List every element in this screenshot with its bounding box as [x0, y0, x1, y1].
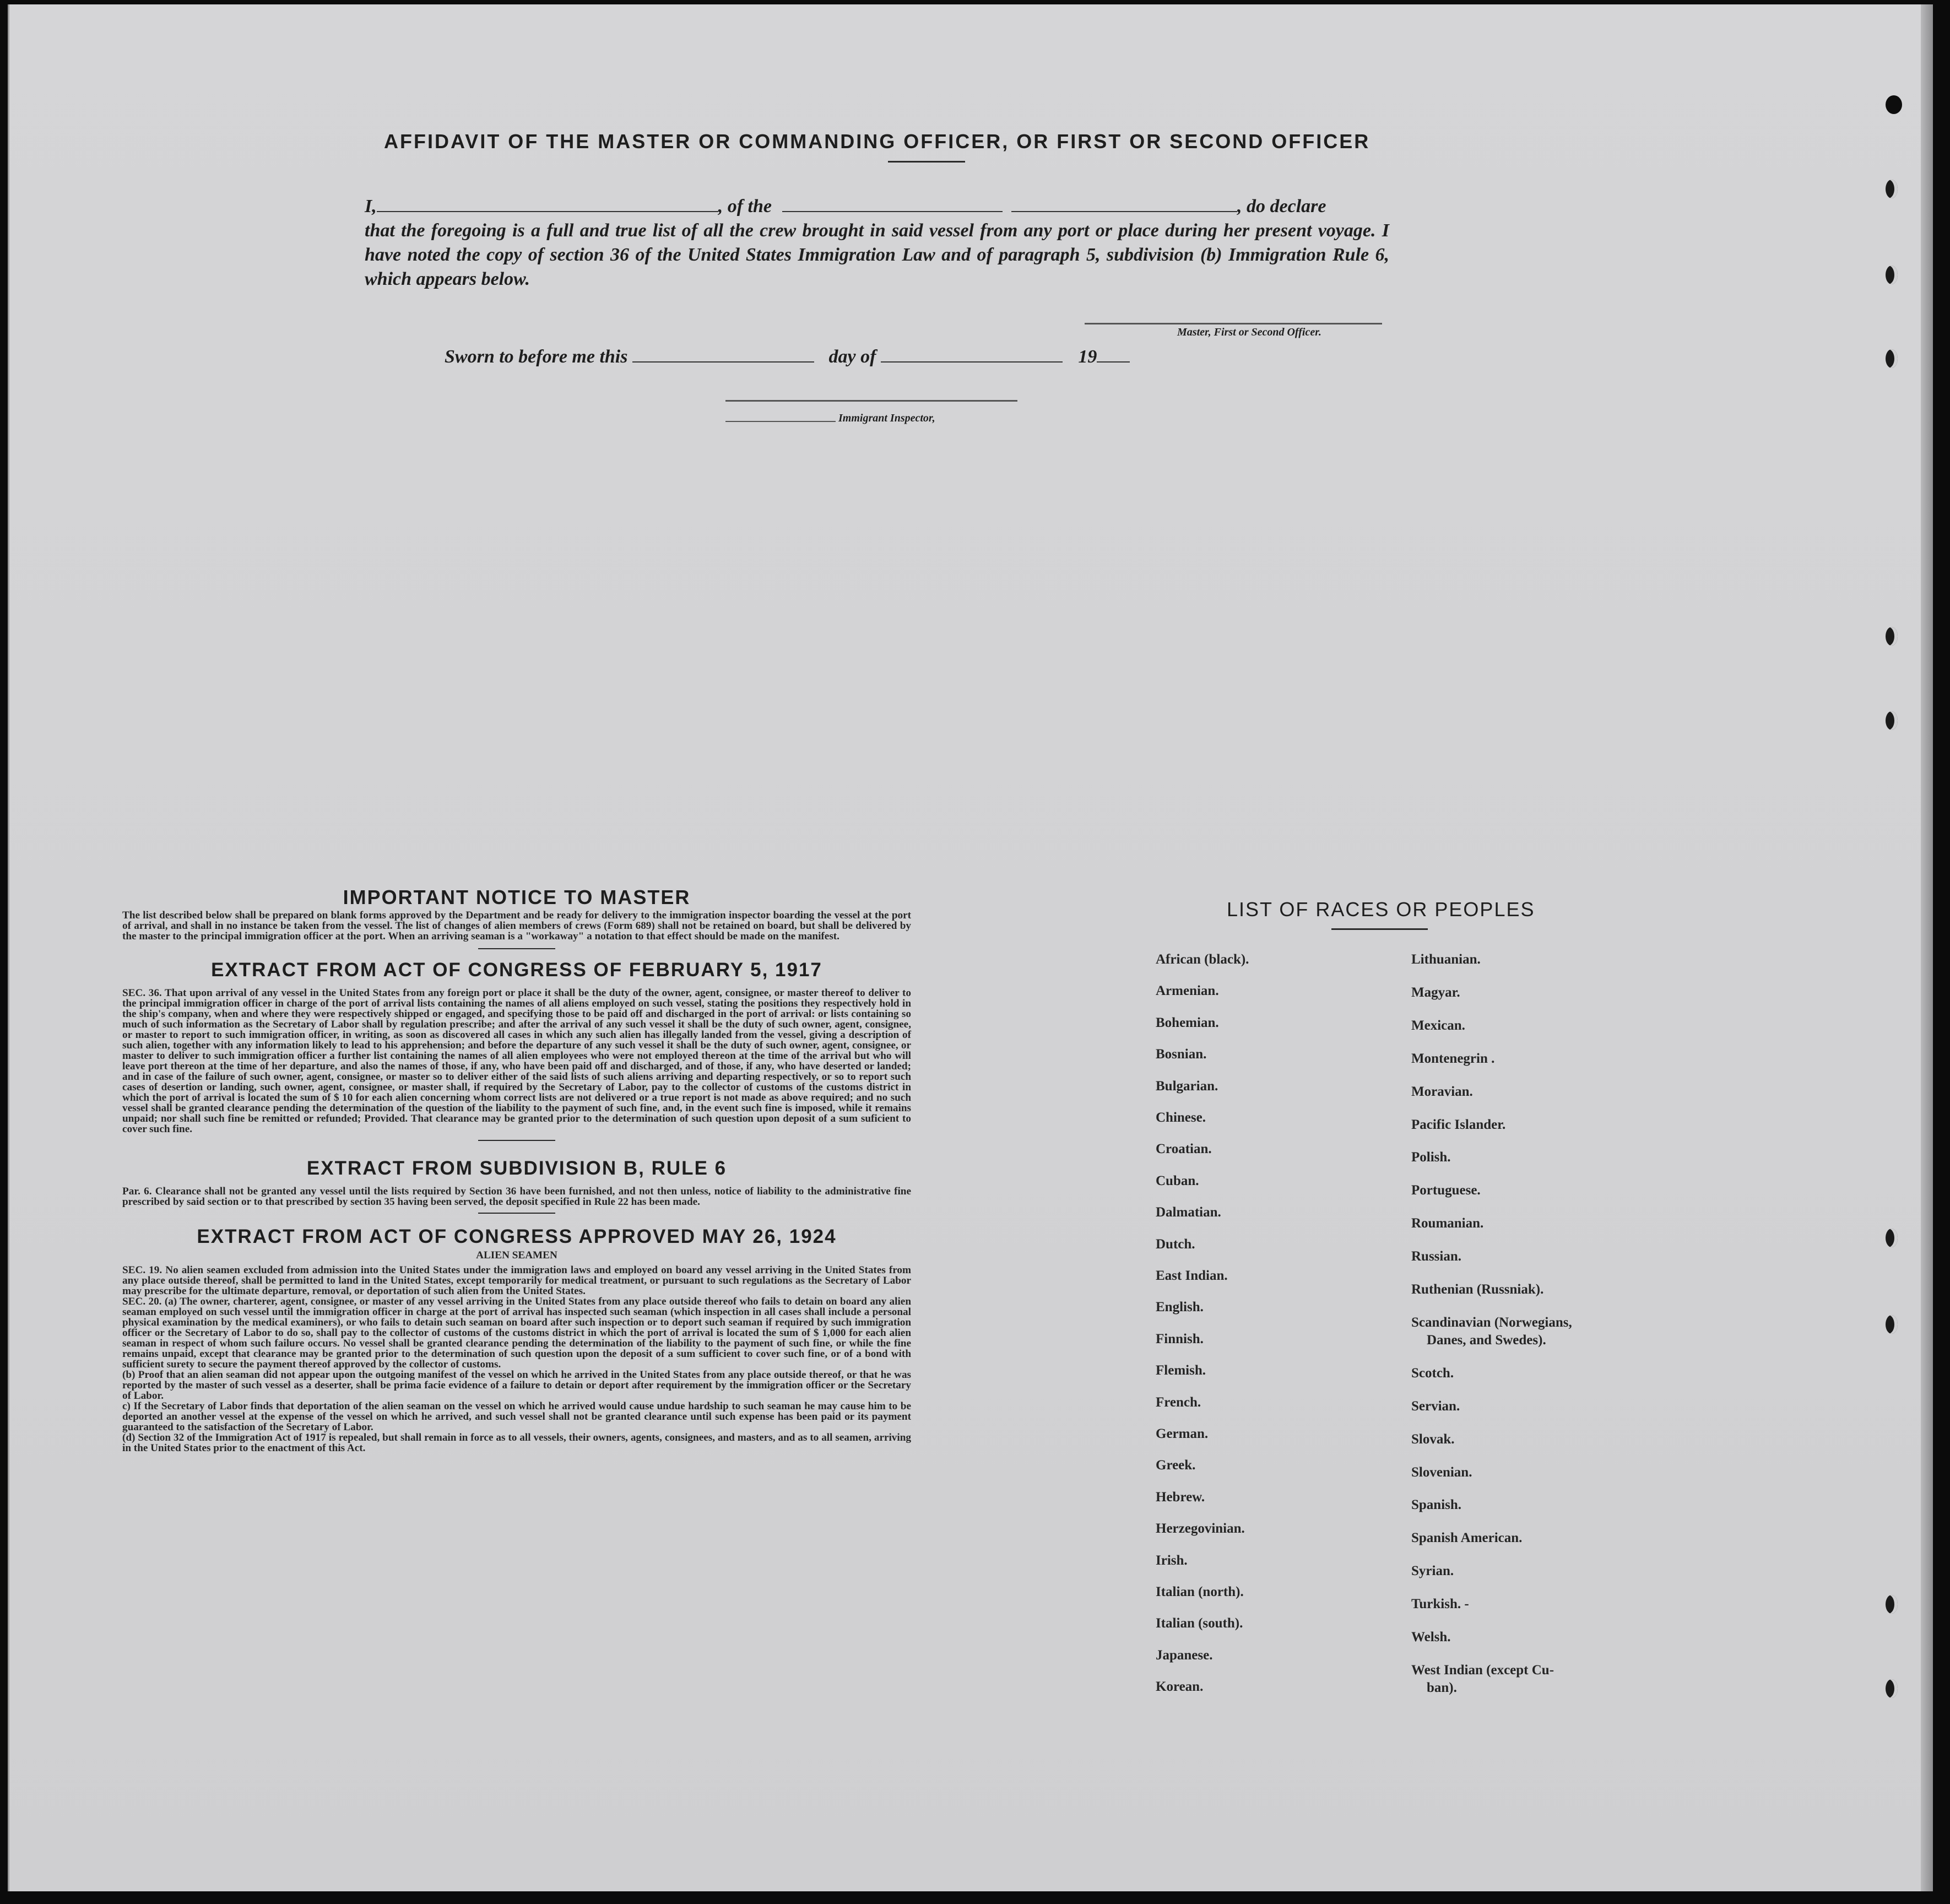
declarant-prefix: I,: [365, 196, 377, 217]
affidavit-statement: that the foregoing is a full and true list of all the crew brought in said vessel from any port or place during her present voyage. I have noted the copy of section 36 of the United States Immigration Law and of paragraph 5, subdivision (b) Immigration Rule 6, which appears below.: [365, 220, 1389, 289]
race-item: Servian.: [1411, 1398, 1460, 1414]
extract-1924-subtitle: ALIEN SEAMEN: [476, 1250, 557, 1261]
races-title: LIST OF RACES OR PEOPLES: [1227, 898, 1535, 921]
rule6-title: EXTRACT FROM SUBDIVISION B, RULE 6: [306, 1157, 727, 1179]
race-item: Hebrew.: [1156, 1489, 1205, 1505]
vessel-rank-field[interactable]: [782, 194, 1003, 212]
race-item: Syrian.: [1411, 1564, 1454, 1579]
race-item: Cuban.: [1156, 1173, 1199, 1188]
binder-hole: [1886, 1595, 1898, 1614]
race-item: Lithuanian.: [1411, 952, 1481, 967]
race-item: Montenegrin .: [1411, 1051, 1495, 1066]
page-edge: [1921, 4, 1933, 1891]
race-item: Turkish. -: [1411, 1597, 1469, 1612]
affidavit-body: [365, 194, 1389, 291]
race-item: Irish.: [1156, 1553, 1188, 1568]
rule6-body: Par. 6. Clearance shall not be granted any vessel until the lists required by Section 36 have been furnished, and not then unless, notice of liability to the administrative fine prescribed by said section or to that prescribed by section 35 having been served, the deposit specified in Rule 22 has been made.: [122, 1186, 911, 1208]
race-item: Moravian.: [1411, 1084, 1473, 1099]
race-item: Finnish.: [1156, 1331, 1204, 1346]
notice-title: IMPORTANT NOTICE TO MASTER: [343, 886, 691, 908]
extract-1917-body: SEC. 36. That upon arrival of any vessel in the United States from any foreign port or place it shall be the duty of the owner, agent, consignee, or master thereof to deliver to the principal immigration officer in charge of the port of arrival lists containing the names of all aliens employed on such vessel, stating the positions they respectively hold in the ship's company, when and where they were respectively shipped or engaged, and specifying those to be paid off and discharged in the port of arrival: or lists containing so much of such information as the Secretary of Labor shall by regulation prescribe; and after the arrival of any such vessel it shall be the duty of such owner, agent, consignee, or master to report to such immigration officer, in writing, as soon as discovered all cases in which any such alien has illegally landed from the vessel, giving a description of such alien, together with any information likely to lead to his apprehension; and before the departure of any such vessel it shall be the duty of such owner, agent, consignee, or master to deliver to such immigration officer a further list containing the names of all alien employees who were not employed thereon at the time of the arrival but who will leave port thereon at the time of her departure, and also the names of those, if any, who have been paid off and discharged, and of those, if any, who have deserted or landed; and in case of the failure of such owner, agent, consignee, or master so to deliver either of the said lists of such aliens arriving and departing respectively, or so to report such cases of desertion or landing, such owner, agent, consignee, or master shall, if required by the Secretary of Labor, pay to the collector of customs of the customs district in which the port of arrival is located the sum of $ 10 for each alien concerning whom correct lists are not delivered or a true report is not made as above required; and no such vessel shall be granted clearance pending the determination of the question of the liability to the payment of such fine, and, in the event such fine is imposed, while it remains unpaid; nor shall such fine be remitted or refunded; Provided. That clearance may be granted prior to the determination of such question upon deposit of a sum suficient to cover such fine.: [122, 987, 911, 1135]
race-item: Greek.: [1156, 1458, 1196, 1473]
of-the-text: , of the: [718, 196, 772, 217]
binder-hole: [1886, 95, 1902, 114]
race-item: Ruthenian (Russniak).: [1411, 1282, 1544, 1297]
section-divider: [478, 1213, 555, 1214]
sec20a-text: SEC. 20. (a) The owner, charterer, agent, consignee, or master of any vessel arriving in the United States from any place outside thereof who fails to detain on board any alien seaman employed on such vessel until the immigration officer in charge at the port of arrival has inspected such seaman (which inspection in all cases shall include a personal physical examination by the medical examiners), or who fails to detain such seaman on board after such inspection or to deport such seaman if required by such immigration officer or the Secretary of Labor to do so, shall pay to the collector of customs of the customs district in which the port of arrival is located the sum of $ 1,000 for each alien seaman in respect of whom such failure occurs. No vessel shall be granted clearance pending the determination of the liability to the payment of such fine, or while the fine remains unpaid, except that clearance may be granted prior to the determination of such question upon the deposit of a sum sufficient to cover such fine, or of a bond with sufficient surety to secure the payment thereof approved by the collector of customs.: [122, 1296, 911, 1370]
race-item: Japanese.: [1156, 1647, 1213, 1663]
race-item: Dalmatian.: [1156, 1205, 1221, 1220]
race-item: African (black).: [1156, 952, 1249, 967]
vessel-name-field[interactable]: [1011, 194, 1237, 212]
binder-hole: [1886, 1315, 1898, 1334]
race-item: Chinese.: [1156, 1110, 1206, 1125]
inspector-port-line[interactable]: [725, 421, 836, 422]
race-item: Portuguese.: [1411, 1183, 1481, 1198]
legal-notices-column: [122, 886, 911, 1453]
binder-hole: [1886, 1679, 1898, 1698]
race-item: English.: [1156, 1300, 1204, 1315]
race-item: Polish.: [1411, 1150, 1451, 1165]
section-divider: [478, 948, 555, 949]
race-item: Italian (south).: [1156, 1616, 1243, 1631]
race-item: Bulgarian.: [1156, 1078, 1218, 1094]
sec20c-text: c) If the Secretary of Labor finds that deportation of the alien seaman on the vessel on which he arrived would cause undue hardship to such seaman he may cause him to be deported an another vessel at the expense of the vessel on which he arrived, and such vessel shall not be granted clearance until such expense has been paid or its payment guaranteed to the satisfaction of the Secretary of Labor.: [122, 1400, 911, 1433]
master-signature-label: Master, First or Second Officer.: [1177, 326, 1321, 338]
declarant-name-field[interactable]: [377, 194, 718, 212]
race-item: Italian (north).: [1156, 1584, 1244, 1599]
sec19-text: SEC. 19. No alien seamen excluded from admission into the United States under the immigration laws and employed on board any vessel arriving in the United States from any place outside thereof, shall be permitted to land in the United States, except temporarily for medical treatment, or pursuant to such regulations as the Secretary of Labor may prescribe for the ultimate departure, removal, or deportation of such alien from the United States.: [122, 1264, 911, 1297]
race-item: Pacific Islander.: [1411, 1117, 1506, 1132]
race-item: Dutch.: [1156, 1236, 1195, 1252]
sworn-day-of: day of: [828, 347, 876, 367]
title-underline: [888, 161, 965, 163]
race-item: East Indian.: [1156, 1268, 1228, 1283]
binder-hole: [1886, 266, 1898, 284]
affidavit-declaration-line: [365, 194, 1389, 219]
master-signature-line[interactable]: [1085, 323, 1382, 324]
race-item: Roumanian.: [1411, 1216, 1484, 1231]
race-item: Danes, and Swedes).: [1427, 1333, 1546, 1348]
race-item: Armenian.: [1156, 983, 1219, 999]
race-item: Welsh.: [1411, 1630, 1451, 1645]
race-item: Korean.: [1156, 1679, 1204, 1695]
binder-hole: [1886, 349, 1898, 368]
affidavit-title: AFFIDAVIT OF THE MASTER OR COMMANDING OFFICER, OR FIRST OR SECOND OFFICER: [384, 130, 1371, 153]
race-item: Slovak.: [1411, 1431, 1455, 1447]
race-item: Mexican.: [1411, 1018, 1465, 1033]
race-item: Slovenian.: [1411, 1464, 1472, 1480]
binder-hole: [1886, 711, 1898, 730]
race-item: Herzegovinian.: [1156, 1521, 1245, 1537]
race-item: Spanish American.: [1411, 1530, 1523, 1546]
race-item: German.: [1156, 1426, 1209, 1441]
binder-hole: [1886, 180, 1898, 198]
do-declare-text: , do declare: [1237, 196, 1326, 217]
section-divider: [478, 1140, 555, 1141]
race-item: Bosnian.: [1156, 1047, 1207, 1062]
extract-1917-title: EXTRACT FROM ACT OF CONGRESS OF FEBRUARY 5, 1917: [211, 959, 822, 981]
race-item: Spanish.: [1411, 1497, 1462, 1513]
sworn-line: [445, 345, 1130, 367]
notice-body: The list described below shall be prepared on blank forms approved by the Department and be ready for delivery to the immigration inspector boarding the vessel at the port of arrival, and shall in no instance be taken from the vessel. The list of changes of alien members of crews (Form 689) shall not be retained on board, but shall be delivered by the master to the principal immigration officer at the port. When an arriving seaman is a "workaway" a notation to that effect should be made on the manifest.: [122, 910, 911, 942]
sworn-prefix: Sworn to before me this: [445, 347, 628, 367]
race-item: Croatian.: [1156, 1142, 1212, 1157]
race-item: ban).: [1427, 1680, 1457, 1696]
sec20b-text: (b) Proof that an alien seaman did not appear upon the outgoing manifest of the vessel on which he arrived in the United States from any place outside thereof, or that he was reported by the master of such vessel as a deserter, shall be prima facie evidence of a failure to detain or deport after requirement by the immigration officer or the Secretary of Labor.: [122, 1369, 911, 1402]
extract-1924-title: EXTRACT FROM ACT OF CONGRESS APPROVED MAY 26, 1924: [197, 1226, 837, 1247]
sworn-year-prefix: 19: [1078, 347, 1097, 367]
binder-hole: [1886, 627, 1898, 646]
inspector-signature-line[interactable]: [725, 400, 1017, 402]
race-item: Magyar.: [1411, 985, 1460, 1000]
race-item: Bohemian.: [1156, 1015, 1219, 1030]
sec20d-text: (d) Section 32 of the Immigration Act of 1917 is repealed, but shall remain in force as to all vessels, their owners, agents, consignees, and masters, and as to all seamen, arriving in the United States prior to the enactment of this Act.: [122, 1432, 911, 1454]
document-sheet: [8, 4, 1921, 1891]
race-item: Scandinavian (Norwegians,: [1411, 1315, 1572, 1330]
race-item: Scotch.: [1411, 1365, 1454, 1381]
binder-hole: [1886, 1229, 1898, 1247]
sworn-month-field[interactable]: [881, 345, 1063, 363]
race-item: Flemish.: [1156, 1363, 1206, 1378]
race-item: Russian.: [1411, 1249, 1462, 1264]
race-item: West Indian (except Cu-: [1411, 1662, 1554, 1678]
sworn-day-field[interactable]: [632, 345, 814, 363]
inspector-label: Immigrant Inspector,: [838, 412, 935, 424]
races-underline: [1331, 928, 1428, 930]
sworn-year-field[interactable]: [1097, 345, 1130, 363]
race-item: French.: [1156, 1394, 1201, 1410]
